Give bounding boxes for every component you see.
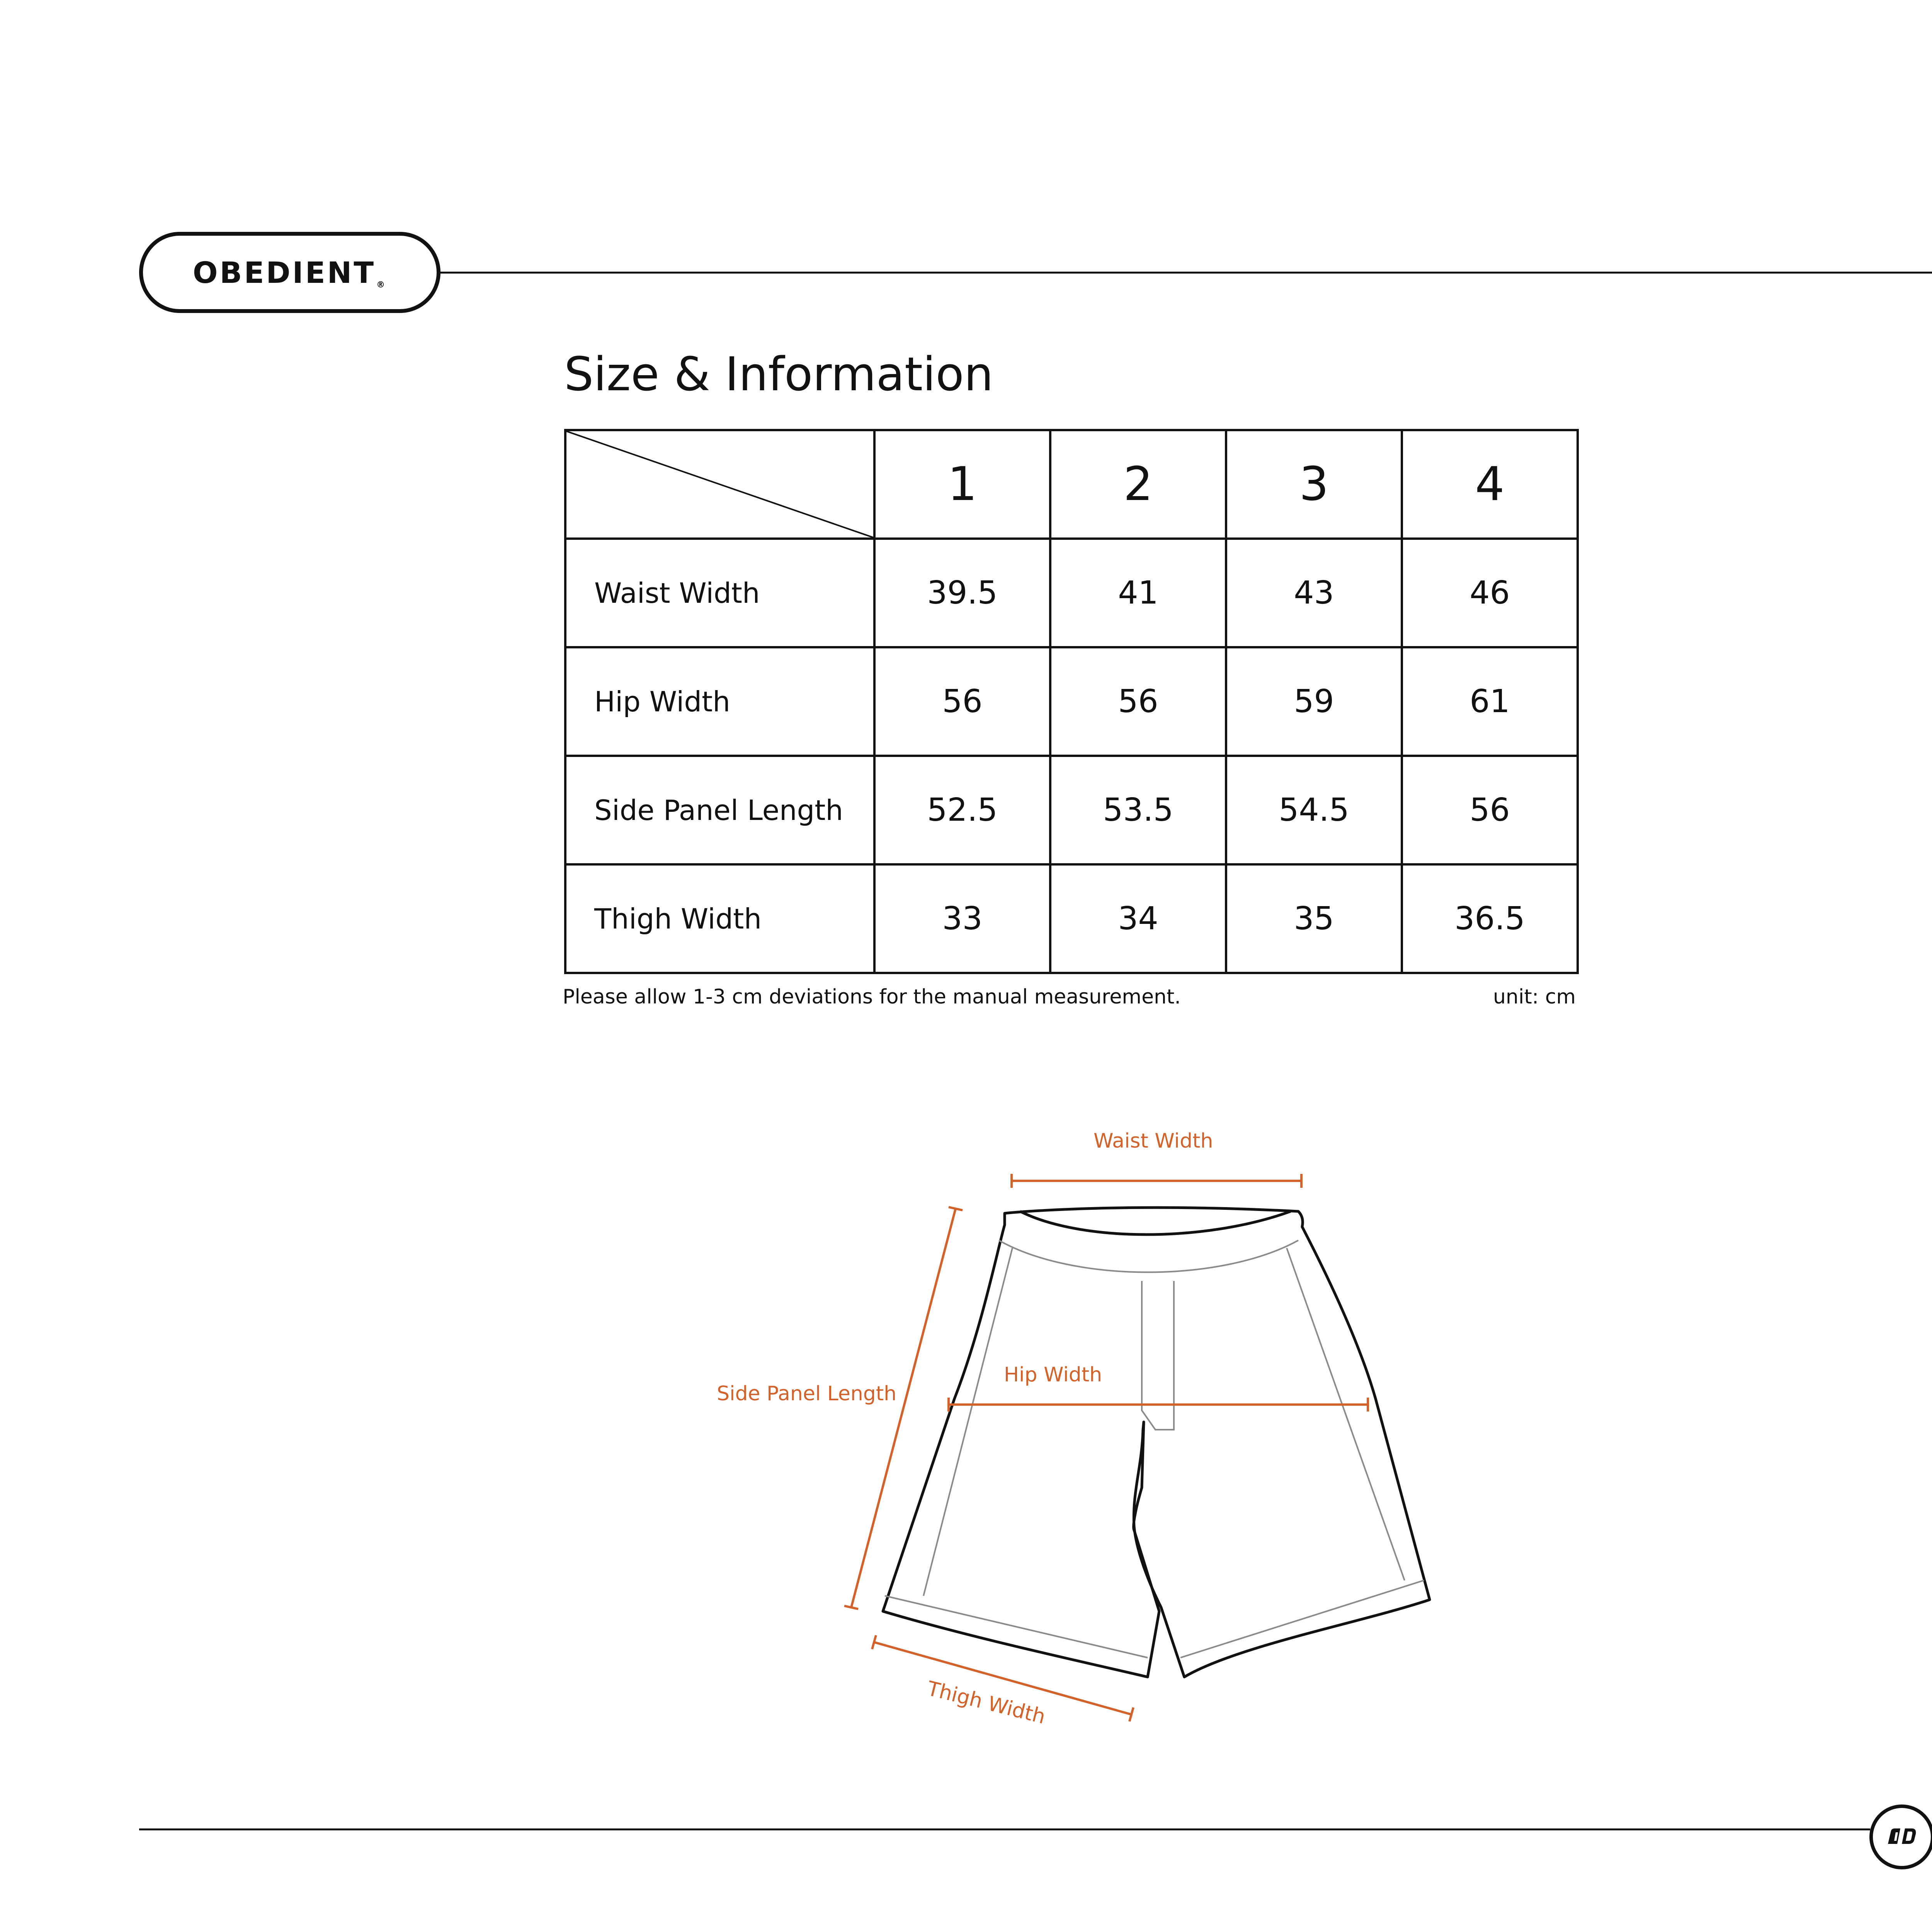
waist-width-label: Waist Width — [1094, 1129, 1213, 1153]
table-cell: 46 — [1402, 539, 1578, 647]
footer-divider — [139, 1828, 1870, 1830]
table-cell: 39.5 — [874, 539, 1050, 647]
table-cell: 52.5 — [874, 756, 1050, 864]
left-side-panel-seam — [923, 1248, 1012, 1596]
right-hem-seam — [1180, 1580, 1424, 1658]
unit-note: unit: cm — [1493, 985, 1576, 1009]
left-hem-seam — [885, 1596, 1148, 1658]
table-cell: 54.5 — [1226, 756, 1402, 864]
brand-monogram-icon — [1869, 1804, 1932, 1869]
size-header-2: 2 — [1050, 430, 1226, 539]
row-label: Hip Width — [565, 647, 874, 756]
shorts-body-outline — [883, 1208, 1430, 1677]
table-cell: 36.5 — [1402, 864, 1578, 973]
waistband-inner-seam — [999, 1240, 1298, 1272]
size-header-1: 1 — [874, 430, 1050, 539]
brand-name-text: OBEDIENT — [192, 255, 376, 290]
table-cell: 41 — [1050, 539, 1226, 647]
table-cell: 56 — [1050, 647, 1226, 756]
size-header-3: 3 — [1226, 430, 1402, 539]
brand-reg-mark: ® — [376, 280, 387, 290]
table-cell: 33 — [874, 864, 1050, 973]
hip-width-label: Hip Width — [1004, 1363, 1102, 1386]
table-cell: 53.5 — [1050, 756, 1226, 864]
table-cell: 43 — [1226, 539, 1402, 647]
table-cell: 59 — [1226, 647, 1402, 756]
row-label: Waist Width — [565, 539, 874, 647]
side-panel-measure-tick-bottom — [844, 1606, 858, 1609]
row-label: Thigh Width — [565, 864, 874, 973]
side-panel-measure-tick-top — [949, 1207, 963, 1210]
table-cell: 56 — [874, 647, 1050, 756]
table-cell: 35 — [1226, 864, 1402, 973]
size-header-4: 4 — [1402, 430, 1578, 539]
fly-placket — [1142, 1281, 1174, 1430]
waistband-top — [1020, 1211, 1291, 1235]
thigh-width-label: Thigh Width — [925, 1677, 1048, 1729]
row-label: Side Panel Length — [565, 756, 874, 864]
table-cell: 61 — [1402, 647, 1578, 756]
right-side-panel-seam — [1287, 1248, 1405, 1580]
table-cell: 56 — [1402, 756, 1578, 864]
side-panel-length-label: Side Panel Length — [717, 1382, 897, 1405]
monogram-glyph — [1883, 1825, 1920, 1849]
table-cell: 34 — [1050, 864, 1226, 973]
deviation-note: Please allow 1-3 cm deviations for the manual measurement. — [563, 985, 1181, 1009]
page-title: Size & Information — [564, 348, 993, 401]
